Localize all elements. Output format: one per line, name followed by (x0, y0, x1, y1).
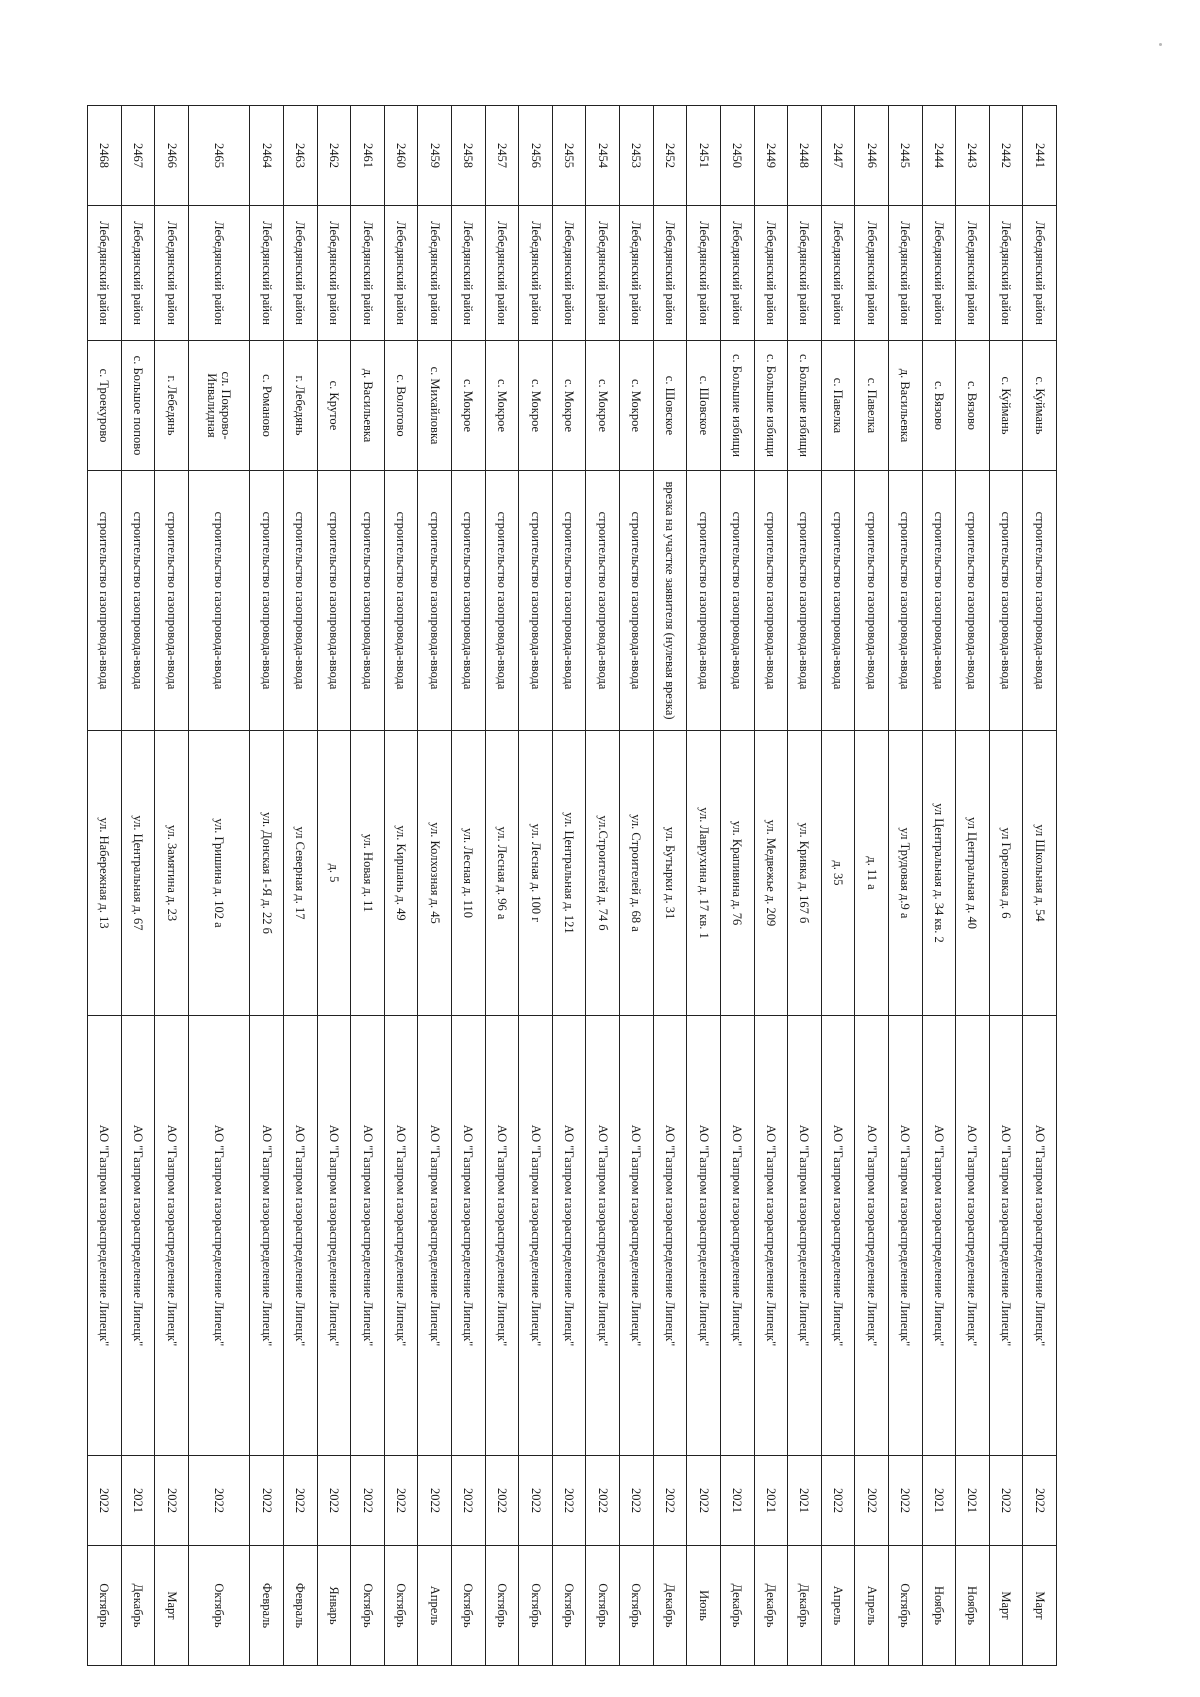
year-cell: 2021 (788, 1456, 822, 1546)
locality-cell: с. Большое попово (121, 341, 155, 471)
month-cell: Декабрь (653, 1546, 687, 1666)
year-cell: 2022 (384, 1456, 418, 1546)
work-type-cell: строительство газопровода-ввода (283, 471, 317, 731)
district-cell: Лебедянский район (620, 206, 654, 341)
month-cell: Март (989, 1546, 1023, 1666)
work-type-cell: строительство газопровода-ввода (452, 471, 486, 731)
work-type-cell: строительство газопровода-ввода (250, 471, 284, 731)
year-cell: 2022 (189, 1456, 250, 1546)
locality-cell: с. Мокрое (620, 341, 654, 471)
district-cell: Лебедянский район (653, 206, 687, 341)
address-cell: ул. Донская 1-Я д. 22 б (250, 731, 284, 1016)
locality-cell: д. Васильевка (351, 341, 385, 471)
organization-cell: АО "Газпром газораспределение Липецк" (989, 1016, 1023, 1456)
address-cell: ул Гореловка д. 6 (989, 731, 1023, 1016)
district-cell: Лебедянский район (519, 206, 553, 341)
organization-cell: АО "Газпром газораспределение Липецк" (956, 1016, 990, 1456)
district-cell: Лебедянский район (250, 206, 284, 341)
row-number-cell: 2447 (821, 106, 855, 206)
table-row (552, 106, 586, 1666)
row-number-cell: 2456 (519, 106, 553, 206)
table-row (620, 106, 654, 1666)
organization-cell: АО "Газпром газораспределение Липецк" (418, 1016, 452, 1456)
address-cell: ул. Новая д. 11 (351, 731, 385, 1016)
month-cell: Октябрь (485, 1546, 519, 1666)
organization-cell: АО "Газпром газораспределение Липецк" (788, 1016, 822, 1456)
month-cell: Октябрь (620, 1546, 654, 1666)
work-type-cell: строительство газопровода-ввода (687, 471, 721, 731)
row-number-cell: 2444 (922, 106, 956, 206)
year-cell: 2021 (922, 1456, 956, 1546)
table-row (586, 106, 620, 1666)
year-cell: 2022 (888, 1456, 922, 1546)
locality-cell: с. Мокрое (452, 341, 486, 471)
work-type-cell: строительство газопровода-ввода (121, 471, 155, 731)
table-row (317, 106, 351, 1666)
table-row (485, 106, 519, 1666)
locality-cell: с. Большие избищи (754, 341, 788, 471)
row-number-cell: 2443 (956, 106, 990, 206)
table-row (754, 106, 788, 1666)
work-type-cell: строительство газопровода-ввода (1023, 471, 1057, 731)
table-row (1023, 106, 1057, 1666)
address-cell: ул. Медвежье д. 209 (754, 731, 788, 1016)
table-row (155, 106, 189, 1666)
address-cell: ул Центральная д. 40 (956, 731, 990, 1016)
address-cell: ул. Гришина д. 102 а (189, 731, 250, 1016)
work-type-cell: строительство газопровода-ввода (155, 471, 189, 731)
row-number-cell: 2466 (155, 106, 189, 206)
locality-cell: с. Вязово (956, 341, 990, 471)
work-type-cell: строительство газопровода-ввода (552, 471, 586, 731)
work-type-cell: строительство газопровода-ввода (788, 471, 822, 731)
work-type-cell: строительство газопровода-ввода (956, 471, 990, 731)
row-number-cell: 2452 (653, 106, 687, 206)
organization-cell: АО "Газпром газораспределение Липецк" (485, 1016, 519, 1456)
locality-cell: с. Павелка (821, 341, 855, 471)
year-cell: 2022 (989, 1456, 1023, 1546)
year-cell: 2021 (720, 1456, 754, 1546)
locality-cell: с. Волотово (384, 341, 418, 471)
work-type-cell: строительство газопровода-ввода (485, 471, 519, 731)
work-type-cell: строительство газопровода-ввода (720, 471, 754, 731)
month-cell: Июнь (687, 1546, 721, 1666)
month-cell: Декабрь (754, 1546, 788, 1666)
row-number-cell: 2459 (418, 106, 452, 206)
locality-cell: с. Павелка (855, 341, 889, 471)
work-type-cell: строительство газопровода-ввода (317, 471, 351, 731)
year-cell: 2022 (351, 1456, 385, 1546)
work-type-cell: строительство газопровода-ввода (620, 471, 654, 731)
address-cell: ул. Колхозная д. 45 (418, 731, 452, 1016)
month-cell: Октябрь (189, 1546, 250, 1666)
organization-cell: АО "Газпром газораспределение Липецк" (155, 1016, 189, 1456)
address-cell: ул. Замятина д. 23 (155, 731, 189, 1016)
organization-cell: АО "Газпром газораспределение Липецк" (653, 1016, 687, 1456)
table-row (855, 106, 889, 1666)
table-row (956, 106, 990, 1666)
row-number-cell: 2464 (250, 106, 284, 206)
address-cell: д. 5 (317, 731, 351, 1016)
district-cell: Лебедянский район (687, 206, 721, 341)
locality-cell: с. Мокрое (586, 341, 620, 471)
organization-cell: АО "Газпром газораспределение Липецк" (888, 1016, 922, 1456)
month-cell: Октябрь (452, 1546, 486, 1666)
locality-cell: д. Васильевка (888, 341, 922, 471)
organization-cell: АО "Газпром газораспределение Липецк" (552, 1016, 586, 1456)
month-cell: Апрель (855, 1546, 889, 1666)
organization-cell: АО "Газпром газораспределение Липецк" (720, 1016, 754, 1456)
year-cell: 2022 (155, 1456, 189, 1546)
table-row (384, 106, 418, 1666)
row-number-cell: 2441 (1023, 106, 1057, 206)
work-type-cell: строительство газопровода-ввода (922, 471, 956, 731)
organization-cell: АО "Газпром газораспределение Липецк" (519, 1016, 553, 1456)
address-cell: ул. Центральная д. 67 (121, 731, 155, 1016)
work-type-cell: строительство газопровода-ввода (418, 471, 452, 731)
locality-cell: г. Лебедянь (155, 341, 189, 471)
month-cell: Декабрь (121, 1546, 155, 1666)
year-cell: 2022 (418, 1456, 452, 1546)
district-cell: Лебедянский район (317, 206, 351, 341)
organization-cell: АО "Газпром газораспределение Липецк" (384, 1016, 418, 1456)
table-row (351, 106, 385, 1666)
locality-cell: сл. Покрово-Инвалидная (189, 341, 250, 471)
work-type-cell: строительство газопровода-ввода (586, 471, 620, 731)
scan-speck (1159, 43, 1162, 46)
address-cell: ул Трудовая д.9 а (888, 731, 922, 1016)
organization-cell: АО "Газпром газораспределение Липецк" (687, 1016, 721, 1456)
district-cell: Лебедянский район (989, 206, 1023, 341)
organization-cell: АО "Газпром газораспределение Липецк" (620, 1016, 654, 1456)
locality-cell: с. Большие избищи (788, 341, 822, 471)
row-number-cell: 2465 (189, 106, 250, 206)
month-cell: Декабрь (788, 1546, 822, 1666)
month-cell: Октябрь (888, 1546, 922, 1666)
year-cell: 2021 (121, 1456, 155, 1546)
row-number-cell: 2450 (720, 106, 754, 206)
work-type-cell: строительство газопровода-ввода (855, 471, 889, 731)
year-cell: 2022 (855, 1456, 889, 1546)
year-cell: 2021 (754, 1456, 788, 1546)
organization-cell: АО "Газпром газораспределение Липецк" (1023, 1016, 1057, 1456)
district-cell: Лебедянский район (351, 206, 385, 341)
address-cell: ул Центральная д. 34 кв. 2 (922, 731, 956, 1016)
month-cell: Февраль (283, 1546, 317, 1666)
locality-cell: с. Шовское (653, 341, 687, 471)
year-cell: 2022 (821, 1456, 855, 1546)
organization-cell: АО "Газпром газораспределение Липецк" (121, 1016, 155, 1456)
work-type-cell: строительство газопровода-ввода (88, 471, 122, 731)
district-cell: Лебедянский район (720, 206, 754, 341)
organization-cell: АО "Газпром газораспределение Липецк" (586, 1016, 620, 1456)
row-number-cell: 2449 (754, 106, 788, 206)
month-cell: Декабрь (720, 1546, 754, 1666)
month-cell: Ноябрь (956, 1546, 990, 1666)
row-number-cell: 2446 (855, 106, 889, 206)
row-number-cell: 2458 (452, 106, 486, 206)
row-number-cell: 2453 (620, 106, 654, 206)
table-row (687, 106, 721, 1666)
table-row (720, 106, 754, 1666)
month-cell: Октябрь (88, 1546, 122, 1666)
year-cell: 2021 (956, 1456, 990, 1546)
row-number-cell: 2467 (121, 106, 155, 206)
locality-cell: с. Куймань (989, 341, 1023, 471)
organization-cell: АО "Газпром газораспределение Липецк" (754, 1016, 788, 1456)
locality-cell: с. Вязово (922, 341, 956, 471)
locality-cell: с. Мокрое (485, 341, 519, 471)
address-cell: ул. Лесная д. 96 а (485, 731, 519, 1016)
district-cell: Лебедянский район (121, 206, 155, 341)
row-number-cell: 2461 (351, 106, 385, 206)
address-cell: ул Школьная д. 54 (1023, 731, 1057, 1016)
table-body (88, 106, 1057, 1666)
work-type-cell: строительство газопровода-ввода (989, 471, 1023, 731)
district-cell: Лебедянский район (189, 206, 250, 341)
address-cell: ул. Киршань д. 49 (384, 731, 418, 1016)
organization-cell: АО "Газпром газораспределение Липецк" (317, 1016, 351, 1456)
district-cell: Лебедянский район (855, 206, 889, 341)
address-cell: ул.Строителей д. 74 б (586, 731, 620, 1016)
row-number-cell: 2463 (283, 106, 317, 206)
address-cell: ул. Крапивина д. 76 (720, 731, 754, 1016)
district-cell: Лебедянский район (788, 206, 822, 341)
work-type-cell: врезка на участке заявителя (нулевая врезка) (653, 471, 687, 731)
table-row (888, 106, 922, 1666)
organization-cell: АО "Газпром газораспределение Липецк" (855, 1016, 889, 1456)
address-cell: ул. Лаврухина д. 17 кв. 1 (687, 731, 721, 1016)
year-cell: 2022 (283, 1456, 317, 1546)
district-cell: Лебедянский район (452, 206, 486, 341)
year-cell: 2022 (653, 1456, 687, 1546)
district-cell: Лебедянский район (88, 206, 122, 341)
district-cell: Лебедянский район (586, 206, 620, 341)
month-cell: Апрель (418, 1546, 452, 1666)
table-row (519, 106, 553, 1666)
locality-cell: с. Большие избищи (720, 341, 754, 471)
year-cell: 2022 (452, 1456, 486, 1546)
year-cell: 2022 (586, 1456, 620, 1546)
year-cell: 2022 (250, 1456, 284, 1546)
year-cell: 2022 (88, 1456, 122, 1546)
month-cell: Октябрь (552, 1546, 586, 1666)
table-row (922, 106, 956, 1666)
row-number-cell: 2448 (788, 106, 822, 206)
organization-cell: АО "Газпром газораспределение Липецк" (452, 1016, 486, 1456)
locality-cell: с. Мокрое (552, 341, 586, 471)
address-cell: ул Северная д. 17 (283, 731, 317, 1016)
month-cell: Февраль (250, 1546, 284, 1666)
district-cell: Лебедянский район (384, 206, 418, 341)
work-type-cell: строительство газопровода-ввода (888, 471, 922, 731)
locality-cell: с. Романово (250, 341, 284, 471)
month-cell: Март (1023, 1546, 1057, 1666)
table-row (653, 106, 687, 1666)
locality-cell: с. Шовское (687, 341, 721, 471)
year-cell: 2022 (687, 1456, 721, 1546)
year-cell: 2022 (317, 1456, 351, 1546)
address-cell: ул. Лесная д. 110 (452, 731, 486, 1016)
year-cell: 2022 (552, 1456, 586, 1546)
district-cell: Лебедянский район (922, 206, 956, 341)
district-cell: Лебедянский район (418, 206, 452, 341)
row-number-cell: 2442 (989, 106, 1023, 206)
row-number-cell: 2460 (384, 106, 418, 206)
address-cell: ул. Строителей д. 68 а (620, 731, 654, 1016)
work-type-cell: строительство газопровода-ввода (189, 471, 250, 731)
table-row (788, 106, 822, 1666)
table-row (189, 106, 250, 1666)
district-cell: Лебедянский район (754, 206, 788, 341)
organization-cell: АО "Газпром газораспределение Липецк" (821, 1016, 855, 1456)
row-number-cell: 2445 (888, 106, 922, 206)
work-type-cell: строительство газопровода-ввода (384, 471, 418, 731)
table-row (121, 106, 155, 1666)
organization-cell: АО "Газпром газораспределение Липецк" (283, 1016, 317, 1456)
address-cell: д. 11 а (855, 731, 889, 1016)
table-row (88, 106, 122, 1666)
district-cell: Лебедянский район (283, 206, 317, 341)
year-cell: 2022 (620, 1456, 654, 1546)
gas-connection-table (87, 105, 1057, 1666)
district-cell: Лебедянский район (1023, 206, 1057, 341)
address-cell: ул. Лесная д. 100 г (519, 731, 553, 1016)
table-row (452, 106, 486, 1666)
address-cell: ул. Центральная д. 121 (552, 731, 586, 1016)
organization-cell: АО "Газпром газораспределение Липецк" (351, 1016, 385, 1456)
table-row (283, 106, 317, 1666)
table-row (418, 106, 452, 1666)
year-cell: 2022 (485, 1456, 519, 1546)
row-number-cell: 2457 (485, 106, 519, 206)
address-cell: ул. Набережная д. 13 (88, 731, 122, 1016)
row-number-cell: 2455 (552, 106, 586, 206)
year-cell: 2022 (519, 1456, 553, 1546)
rotated-table-wrapper (87, 105, 1057, 1665)
row-number-cell: 2451 (687, 106, 721, 206)
organization-cell: АО "Газпром газораспределение Липецк" (88, 1016, 122, 1456)
row-number-cell: 2462 (317, 106, 351, 206)
work-type-cell: строительство газопровода-ввода (519, 471, 553, 731)
locality-cell: с. Куймань (1023, 341, 1057, 471)
district-cell: Лебедянский район (552, 206, 586, 341)
district-cell: Лебедянский район (956, 206, 990, 341)
district-cell: Лебедянский район (155, 206, 189, 341)
locality-cell: с. Крутое (317, 341, 351, 471)
work-type-cell: строительство газопровода-ввода (821, 471, 855, 731)
month-cell: Октябрь (519, 1546, 553, 1666)
row-number-cell: 2468 (88, 106, 122, 206)
organization-cell: АО "Газпром газораспределение Липецк" (189, 1016, 250, 1456)
locality-cell: с. Михайловка (418, 341, 452, 471)
organization-cell: АО "Газпром газораспределение Липецк" (250, 1016, 284, 1456)
table-row (989, 106, 1023, 1666)
locality-cell: с. Мокрое (519, 341, 553, 471)
organization-cell: АО "Газпром газораспределение Липецк" (922, 1016, 956, 1456)
locality-cell: с. Троекурово (88, 341, 122, 471)
month-cell: Октябрь (351, 1546, 385, 1666)
month-cell: Март (155, 1546, 189, 1666)
district-cell: Лебедянский район (485, 206, 519, 341)
year-cell: 2022 (1023, 1456, 1057, 1546)
address-cell: ул. Кривка д. 167 б (788, 731, 822, 1016)
month-cell: Январь (317, 1546, 351, 1666)
district-cell: Лебедянский район (821, 206, 855, 341)
month-cell: Октябрь (384, 1546, 418, 1666)
month-cell: Ноябрь (922, 1546, 956, 1666)
address-cell: ул. Бутырки д. 31 (653, 731, 687, 1016)
row-number-cell: 2454 (586, 106, 620, 206)
table-row (250, 106, 284, 1666)
month-cell: Апрель (821, 1546, 855, 1666)
district-cell: Лебедянский район (888, 206, 922, 341)
table-row (821, 106, 855, 1666)
work-type-cell: строительство газопровода-ввода (754, 471, 788, 731)
work-type-cell: строительство газопровода-ввода (351, 471, 385, 731)
address-cell: д. 35 (821, 731, 855, 1016)
locality-cell: г. Лебедянь (283, 341, 317, 471)
month-cell: Октябрь (586, 1546, 620, 1666)
